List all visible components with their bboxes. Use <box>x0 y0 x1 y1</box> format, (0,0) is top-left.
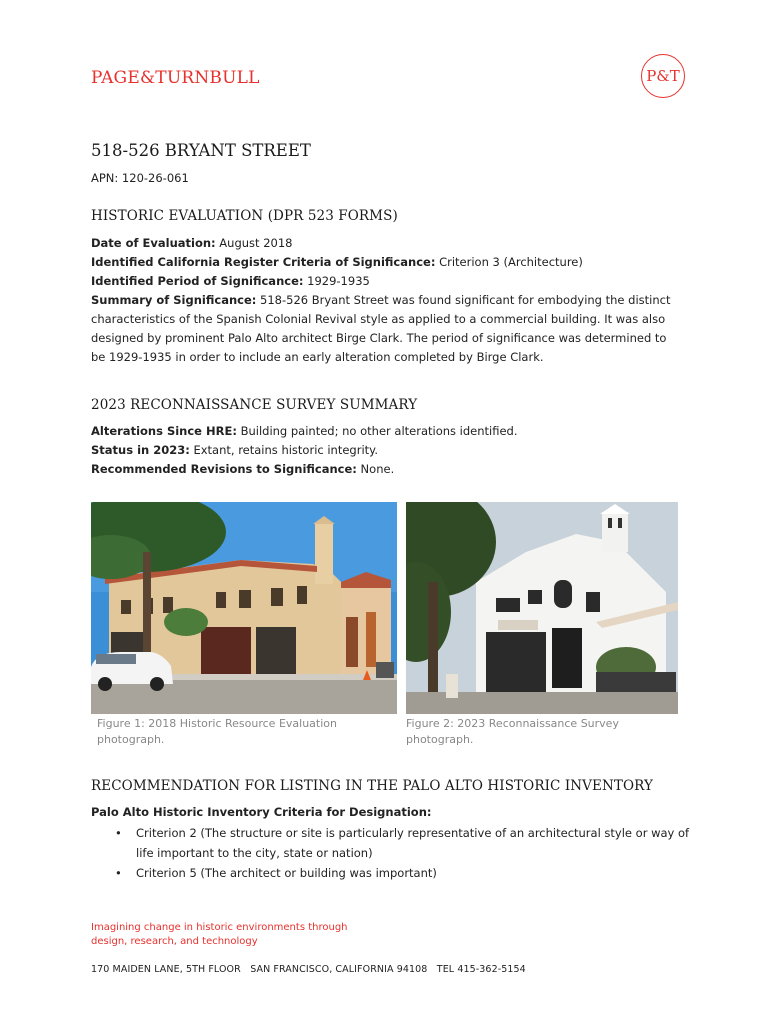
inventory-criteria-label: Palo Alto Historic Inventory Criteria for Designation: <box>91 805 432 819</box>
period-of-significance <box>91 272 681 291</box>
period-label: Identified Period of Significance: <box>91 274 304 288</box>
footer-address: 170 MAIDEN LANE, 5TH FLOOR SAN FRANCISCO, CALIFORNIA 94108 TEL 415-362-5154 <box>91 964 526 975</box>
criterion-2-text: Criterion 2 (The structure or site is particularly representative of an architectural style or way of life important to the city, state or nation) <box>136 826 690 860</box>
survey-summary-heading: 2023 RECONNAISSANCE SURVEY SUMMARY <box>91 397 418 413</box>
date-of-evaluation <box>91 234 681 253</box>
property-title: 518-526 BRYANT STREET <box>91 141 311 160</box>
logo-text: P&T <box>646 67 680 85</box>
criterion-5-text: Criterion 5 (The architect or building was important) <box>136 866 437 880</box>
criteria-list <box>91 823 691 883</box>
bullet-icon: • <box>115 826 122 840</box>
figure-2-caption: Figure 2: 2023 Reconnaissance Survey photograph. <box>406 717 619 746</box>
tagline-line-2: design, research, and technology <box>91 936 258 947</box>
date-label: Date of Evaluation: <box>91 236 216 250</box>
figure-2-photo <box>406 502 678 714</box>
list-item <box>91 823 691 863</box>
status-label: Status in 2023: <box>91 443 190 457</box>
criteria-label: Identified California Register Criteria of Significance: <box>91 255 436 269</box>
revisions-value: None. <box>356 462 395 476</box>
inventory-criteria-label-row <box>91 803 681 822</box>
alterations-since-hre <box>91 422 681 441</box>
summary-label: Summary of Significance: <box>91 293 257 307</box>
recommendation-heading: RECOMMENDATION FOR LISTING IN THE PALO ALTO HISTORIC INVENTORY <box>91 778 654 794</box>
period-value: 1929-1935 <box>303 274 370 288</box>
pt-logo-icon <box>641 54 685 98</box>
survey-summary-section <box>91 422 681 479</box>
figure-1-photo <box>91 502 397 714</box>
historic-evaluation-heading: HISTORIC EVALUATION (DPR 523 FORMS) <box>91 208 398 224</box>
register-criteria <box>91 253 681 272</box>
criteria-value: Criterion 3 (Architecture) <box>435 255 583 269</box>
historic-evaluation-section <box>91 234 681 367</box>
recommended-revisions <box>91 460 681 479</box>
brand-wordmark: PAGE&TURNBULL <box>91 68 260 88</box>
summary-of-significance <box>91 291 681 367</box>
revisions-label: Recommended Revisions to Significance: <box>91 462 357 476</box>
list-item <box>91 863 691 883</box>
status-value: Extant, retains historic integrity. <box>189 443 378 457</box>
summary-value: 518-526 Bryant Street was found significant for embodying the distinct characteristics of the Spanish Colonial Revival style as applied to a commercial building. It was also designed by prominent Palo Alto architect Birge Clark. The period of significance was determined to be 1929-1935 in order to include an early alteration completed by Birge Clark. <box>91 293 671 364</box>
alterations-label: Alterations Since HRE: <box>91 424 237 438</box>
footer-tagline <box>91 921 348 949</box>
tagline-line-1: Imagining change in historic environments through <box>91 922 348 933</box>
status-in-2023 <box>91 441 681 460</box>
date-value: August 2018 <box>215 236 293 250</box>
apn-number: APN: 120-26-061 <box>91 171 189 185</box>
alterations-value: Building painted; no other alterations identified. <box>236 424 518 438</box>
figure-1-caption: Figure 1: 2018 Historic Resource Evaluation photograph. <box>97 717 337 746</box>
bullet-icon: • <box>115 866 122 880</box>
